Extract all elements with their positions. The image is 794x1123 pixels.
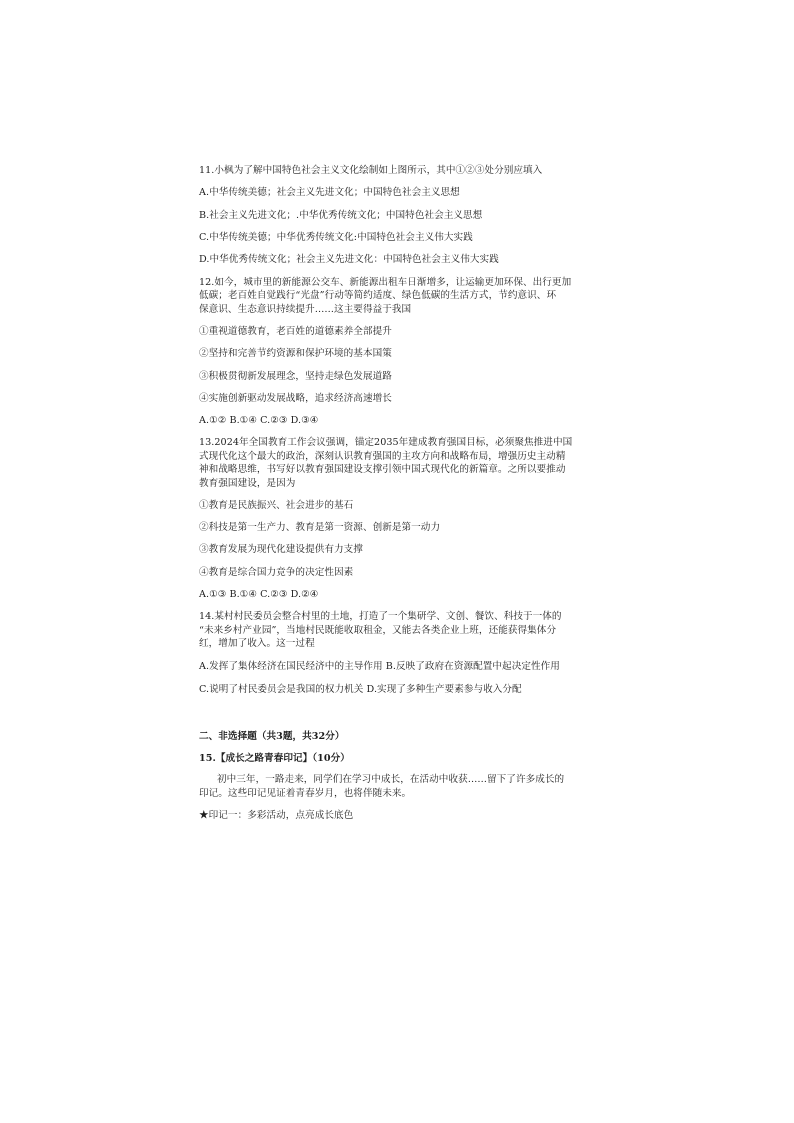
q14-stem-line: 红，增加了收入。这一过程 bbox=[199, 638, 315, 649]
q13-stem-line: 式现代化这个最大的政治，深刻认识教育强国的主攻方向和战略布局，增强历史主动精 bbox=[199, 451, 566, 462]
q12-statement-1: ①重视道德教育，老百姓的道德素养全部提升 bbox=[199, 326, 392, 337]
q12-stem-line: 低碳；老百姓自觉践行“光盘”行动等简约适度、绿色低碳的生活方式，节约意识、环 bbox=[199, 290, 557, 301]
q11-option-b: B.社会主义先进文化；.中华优秀传统文化；中国特色社会主义思想 bbox=[199, 210, 483, 221]
q14-options-line: A.发挥了集体经济在国民经济中的主导作用 B.反映了政府在资源配置中起决定性作用 bbox=[199, 661, 560, 672]
q12-statement-2: ②坚持和完善节约资源和保护环境的基本国策 bbox=[199, 348, 392, 359]
q11-option-a: A.中华传统美德；社会主义先进文化；中国特色社会主义思想 bbox=[199, 187, 460, 198]
q12-choices: A.①② B.①④ C.②③ D.③④ bbox=[199, 415, 319, 426]
q15-intro-line: 印记。这些印记见证着青春岁月，也将伴随未来。 bbox=[199, 788, 412, 799]
q14-stem-line: “未来乡村产业园”，当地村民既能收取租金，又能去各类企业上班，还能获得集体分 bbox=[199, 625, 557, 636]
q12-stem-line: 12.如今，城市里的新能源公交车、新能源出租车日渐增多，让运输更加环保、出行更加 bbox=[199, 277, 572, 288]
q13-statement-4: ④教育是综合国力竞争的决定性因素 bbox=[199, 567, 354, 578]
q15-intro-line: 初中三年，一路走来，同学们在学习中成长，在活动中收获……留下了许多成长的 bbox=[217, 774, 565, 785]
q12-statement-3: ③积极贯彻新发展理念，坚持走绿色发展道路 bbox=[199, 371, 392, 382]
q12-stem-line: 保意识、生态意识持续提升……这主要得益于我国 bbox=[199, 304, 412, 315]
q15-subheading: ★印记一：多彩活动，点亮成长底色 bbox=[199, 810, 354, 821]
q11-option-c: C.中华传统美德；中华优秀传统文化:中国特色社会主义伟大实践 bbox=[199, 232, 473, 243]
q11-option-d: D.中华优秀传统文化；社会主义先进文化：中国特色社会主义伟大实践 bbox=[199, 254, 499, 265]
q12-statement-4: ④实施创新驱动发展战略，追求经济高速增长 bbox=[199, 393, 392, 404]
q13-statement-3: ③教育发展为现代化建设提供有力支撑 bbox=[199, 544, 363, 555]
q13-stem-line: 13.2024年全国教育工作会议强调，锚定2035年建成教育强国目标，必须聚焦推进中国 bbox=[199, 437, 573, 448]
q13-choices: A.①③ B.①④ C.②③ D.②④ bbox=[199, 589, 319, 600]
q14-options-line: C.说明了村民委员会是我国的权力机关 D.实现了多种生产要素参与收入分配 bbox=[199, 684, 522, 695]
q14-stem-line: 14.某村村民委员会整合村里的土地，打造了一个集研学、文创、餐饮、科技于一体的 bbox=[199, 611, 562, 622]
q15-title: 15.【成长之路青春印记】（10分） bbox=[199, 753, 350, 764]
q13-stem-line: 神和战略思维，书写好以教育强国建设支撑引领中国式现代化的新篇章。之所以要推动 bbox=[199, 464, 566, 475]
q13-statement-2: ②科技是第一生产力、教育是第一资源、创新是第一动力 bbox=[199, 522, 441, 533]
q13-statement-1: ①教育是民族振兴、社会进步的基石 bbox=[199, 500, 354, 511]
section-heading: 二、非选择题（共3题，共32分） bbox=[199, 731, 345, 742]
q11-stem: 11.小枫为了解中国特色社会主义文化绘制如上图所示，其中①②③处分别应填入 bbox=[199, 165, 543, 176]
q13-stem-line: 教育强国建设，是因为 bbox=[199, 478, 296, 489]
